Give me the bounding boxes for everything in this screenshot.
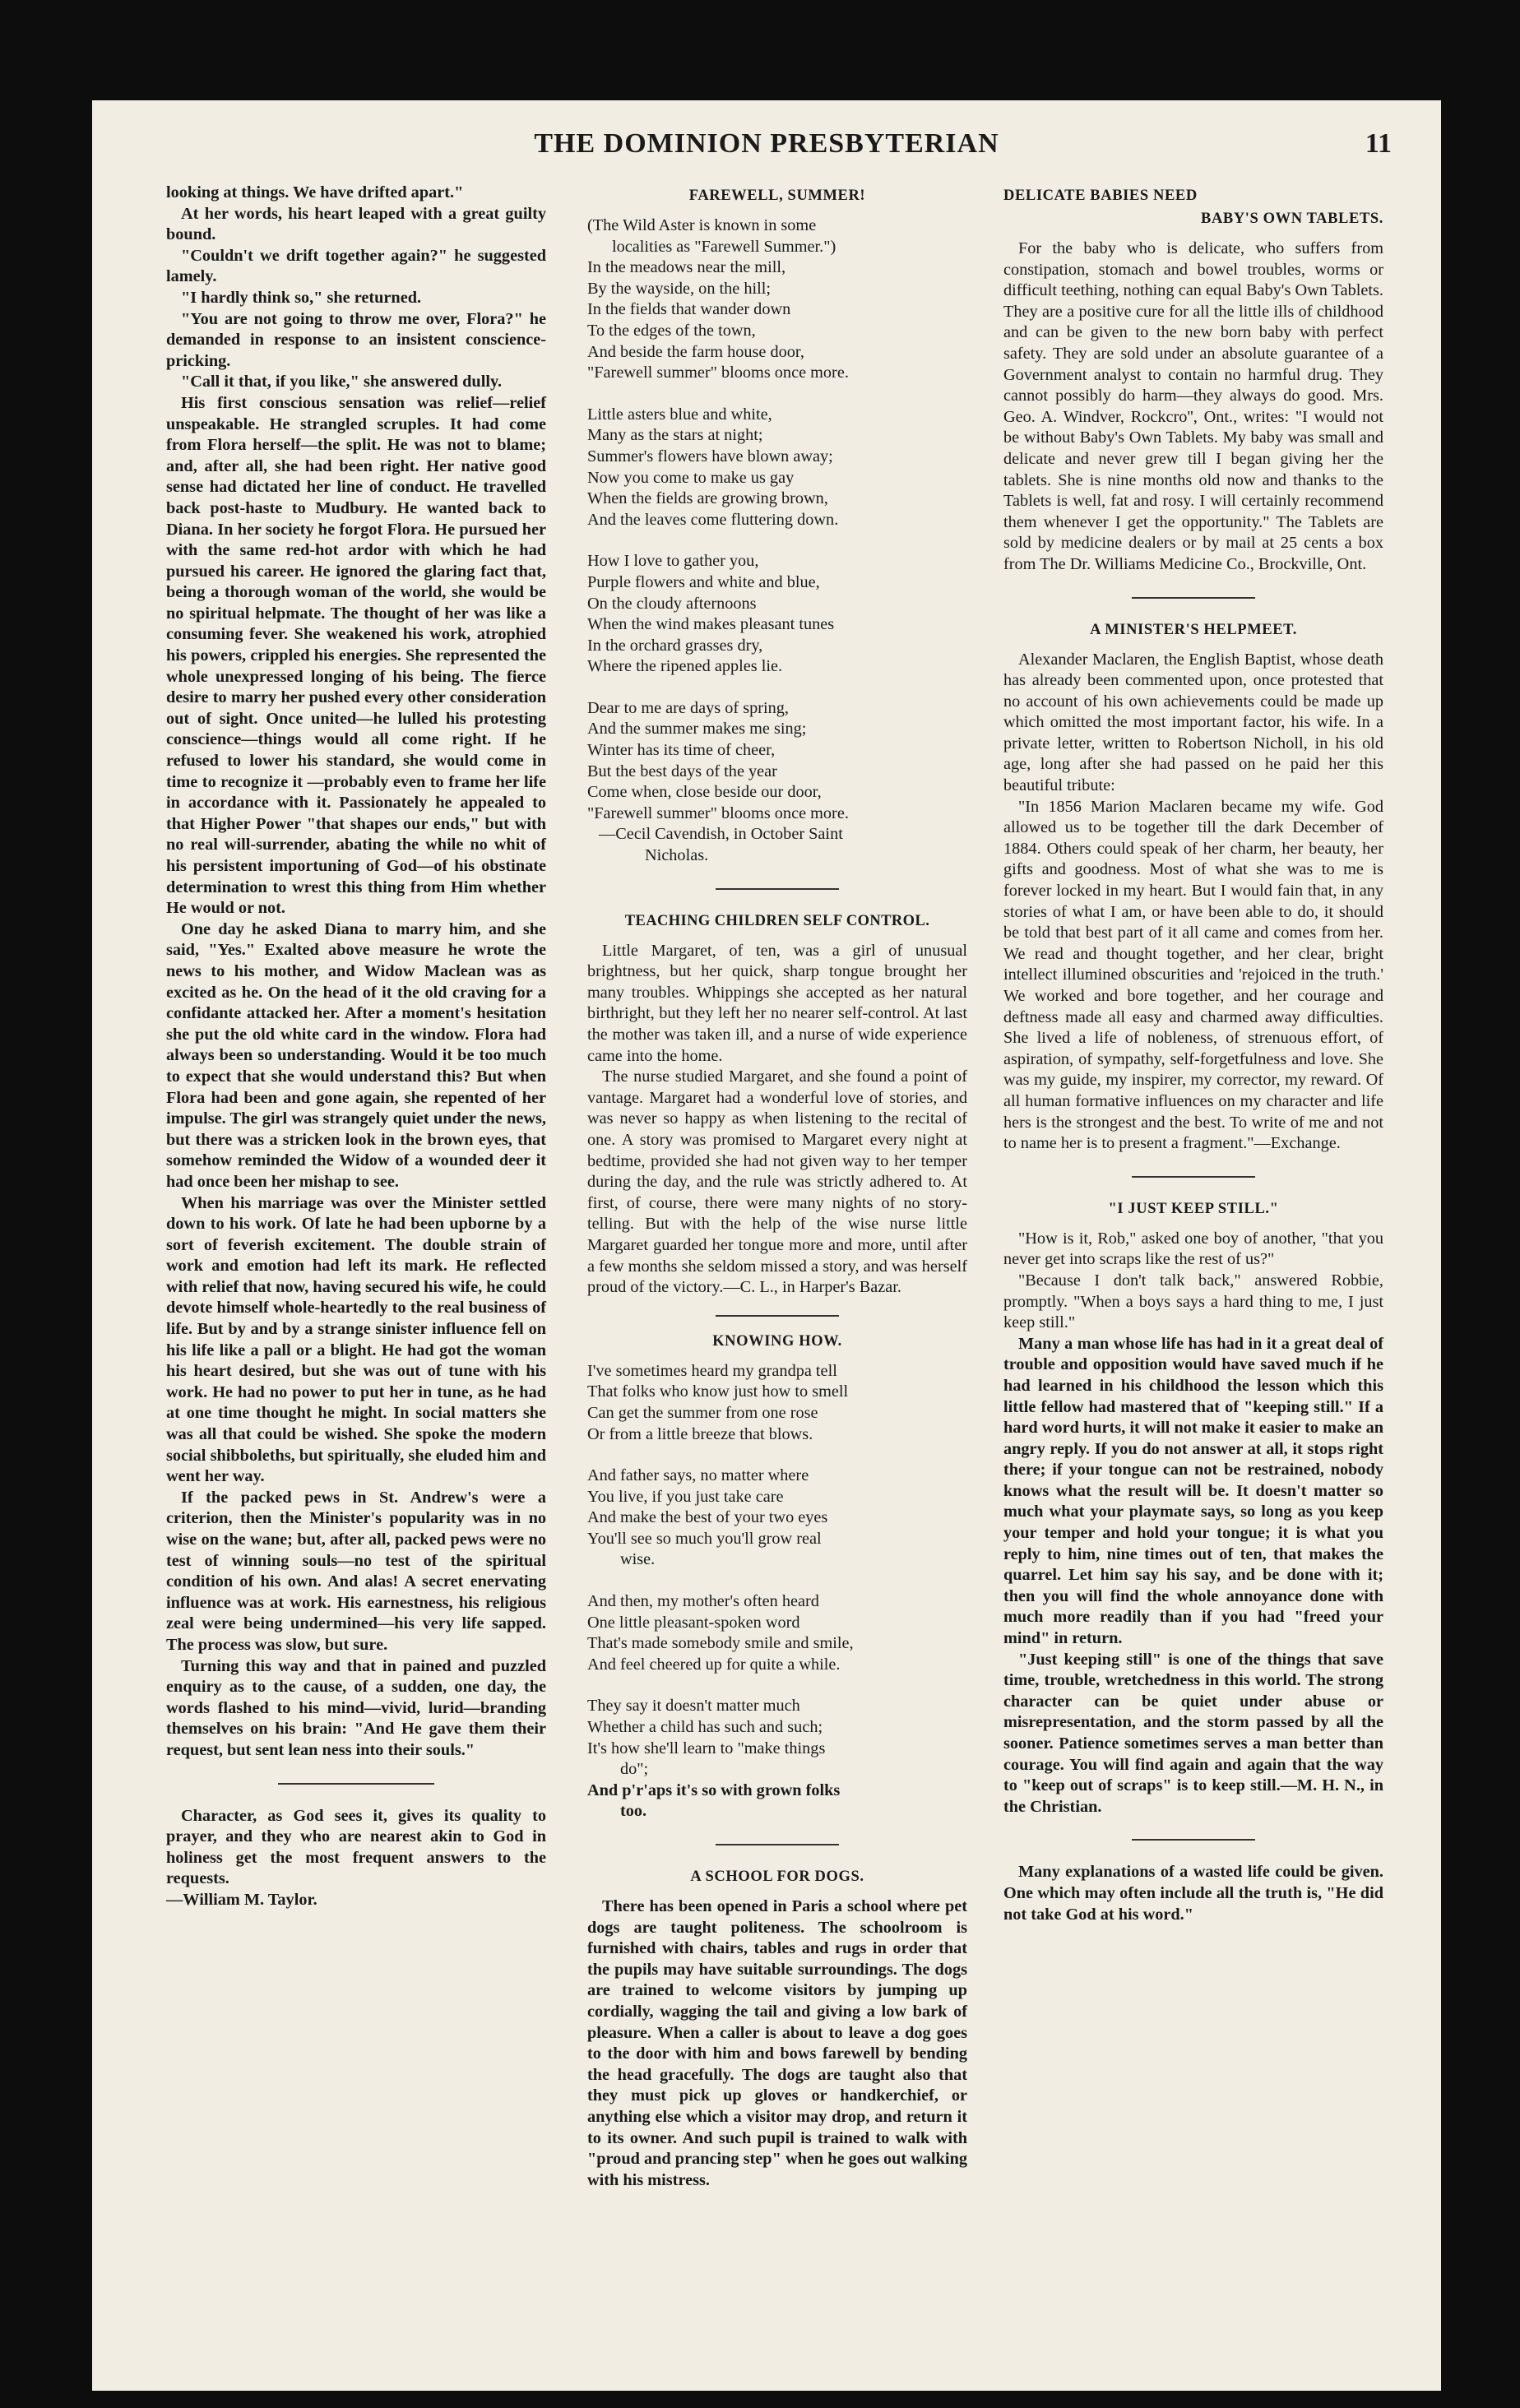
poem-line: That's made somebody smile and smile, [587,1634,854,1653]
poem-line: To the edges of the town, [587,321,756,340]
poem-intro-line: (The Wild Aster is known in some [587,216,817,234]
story-paragraph: Turning this way and that in pained and puzzled enquiry as to the cause, of a sudden, one day, the words flashed to his mind—vivid, lurid—branding themselves on his brain: "And He gave them their request, but sent lean ness into their souls." [166,1656,546,1759]
quote-credit: —William M. Taylor. [166,1890,317,1909]
knowing-how-heading: KNOWING HOW. [712,1332,842,1350]
poem-line: And feel cheered up for quite a while. [587,1655,841,1674]
poem-line: In the meadows near the mill, [587,258,786,277]
poem-line: And p'r'aps it's so with grown folks [587,1781,841,1799]
poem-line: That folks who know just how to smell [587,1382,849,1401]
poem-line: When the wind makes pleasant tunes [587,615,835,634]
poem-line: And the leaves come fluttering down. [587,510,839,529]
story-paragraph: At her words, his heart leaped with a great guilty bound. [166,204,546,244]
masthead-title: THE DOMINION PRESBYTERIAN [534,128,999,159]
story-paragraph: One day he asked Diana to marry him, and she said, "Yes." Exalted above measure he wrote the news to his mother, and Widow Maclean was as excited as he. On the head of it the old craving for a confidante attacked her. After a moment's hesitation she put the old white card in the window. Flora had always been so understanding. Would it be too much to expect that she would understand this? But when Flora had been and gone again, she repented of her impulse. The girl was strangely quiet under the news, but there was a stricken look in the brown eyes, that somehow reminded the Widow of a wounded deer it had once been her mishap to see. [166,919,546,1191]
poem-line: But the best days of the year [587,762,777,780]
poem-line: wise. [620,1550,656,1569]
section-divider [1132,1176,1255,1178]
poem-line: "Farewell summer" blooms once more. [587,803,849,822]
story-paragraph: "Couldn't we drift together again?" he suggested lamely. [166,246,546,286]
poem-credit: —Cecil Cavendish, in October Saint [599,825,843,844]
poem-line: Or from a little breeze that blows. [587,1424,813,1443]
advert-paragraph: For the baby who is delicate, who suffers from constipation, stomach and bowel troubles, worms or difficult teething, nothing can equal Baby's Own Tablets. They are a positive cure for all the little ills of childhood and can be given to the new born baby with perfect safety. They are sold under an absolute guarantee of a Government analyst to contain no harmful drug. They cannot possibly do harm—they always do good. Mrs. Geo. A. Windver, Rockcro'', Ont., writes: "I would not be without Baby's Own Tablets. My baby was small and delicate and never grew till I began giving her the tablets. She is nine months old now and thanks to the Tablets is well, fat and rosy. I will certainly recommend them whenever I get the opportunity." The Tablets are sold by medicine dealers or by mail at 25 cents a box from The Dr. Williams Medicine Co., Brockville, Ont. [1003,239,1383,573]
story-paragraph: looking at things. We have drifted apart." [166,183,464,201]
poem-line: On the cloudy afternoons [587,594,757,613]
article-paragraph: The nurse studied Margaret, and she found a point of vantage. Margaret had a wonderful love of stories, and was never so happy as when listening to the recital of one. A story was promised to Margaret every night at bedtime, provided she had not given way to her temper during the day, and the rule was strictly adhered to. At first, of course, there were many nights of no story-telling. But with the help of the wise nurse little Margaret guarded her tongue more and more, until after a few months she seldom missed a story, and was herself proud of the victory.—C. L., in Harper's Bazar. [587,1067,967,1297]
poem-credit: Nicholas. [645,846,709,865]
poem-line: Purple flowers and white and blue, [587,572,820,591]
page-header [92,128,1441,176]
poem-line: Now you come to make us gay [587,468,795,487]
article-paragraph: Many a man whose life has had in it a great deal of trouble and opposition would have saved much if he had learned in his childhood the lesson which this little fellow had mastered that of "keeping still." If a hard word hurts, it will not make it easier to make an angry reply. If you do not answer at all, it stops right there; if your tongue can not be restrained, nobody knows what the result will be. It doesn't matter so much what your playmate says, so long as you keep your temper and hold your tongue; it is what you reply to him, nine times out of ten, that makes the quarrel. Let him say his say, and be done with it; then you will find the whole annoyance done with much more readily than if you had "freed your mind" in return. [1003,1334,1383,1648]
story-paragraph: His first conscious sensation was relief—relief unspeakable. He strangled scruples. It had come from Flora herself—the split. He was not to blame; and, after all, she had been right. Her native good sense had dictated her line of conduct. He travelled back post-haste to Mudbury. He wanted back to Diana. In her society he forgot Flora. He pursued her with the same red-hot ardor with which he had pursued his career. He ignored the glaring fact that, being a thorough woman of the world, she would be no spiritual helpmate. The thought of her was like a consuming fever. She weakened his work, atrophied his powers, crippled his energies. She represented the whole unexpressed longing of his being. The fierce desire to marry her pushed every other consideration out of sight. Once united—he lulled his protesting conscience—things would all come right. If he refused to lower his standard, she would come in time to recognize it —probably even to frame her life in accordance with it. Passionately he appealed to that Higher Power "that shapes our ends," but with no real will-surrender, abating the while no whit of his persistent importuning of God—of his obstinate determination to wrest this thing from Him whether He would or not. [166,393,546,918]
section-divider [1132,597,1255,599]
teaching-children-heading: TEACHING CHILDREN SELF CONTROL. [624,912,930,929]
babies-heading: DELICATE BABIES NEED [1003,188,1198,204]
article-paragraph: "Because I don't talk back," answered Robbie, promptly. "When a boys says a hard thing to me, I just keep still." [1003,1271,1383,1332]
poem-line: You live, if you just take care [587,1487,784,1506]
section-divider [716,1315,839,1317]
story-paragraph: "I hardly think so," she returned. [181,288,422,307]
article-paragraph: "In 1856 Marion Maclaren became my wife. God allowed us to be together till the dark December of 1884. Others could speak of her charm, her beauty, her gifts and goodness. Most of what she was to me is forever locked in my heart. But I would fain that, in any stories of what I am, or have been able to do, it should be told that best part of it all came and comes from her. We read and thought together, and her clear, bright intellect illumined obscurities and 'rejoiced in the truth.' We worked and bore together, and her courage and deftness made all easy and charmed away difficulties. She lived a life of nobleness, of strenuous effort, of aspiration, of sympathy, self-forgetfulness and love. She was my guide, my inspirer, my corrector, my reward. Of all human formative influences on my character and life hers is the strongest and the best. To write of me and not to name her is to present a fragment."—Exchange. [1003,797,1383,1153]
poem-line: And then, my mother's often heard [587,1592,819,1611]
story-paragraph: "You are not going to throw me over, Flora?" he demanded in response to an insistent conscience-pricking. [166,309,546,370]
poem-line: And father says, no matter where [587,1466,809,1485]
column-middle [587,183,967,2191]
newspaper-page [92,100,1441,2391]
keep-still-heading: "I JUST KEEP STILL." [1108,1200,1279,1217]
poem-line: How I love to gather you, [587,552,759,571]
farewell-summer-heading: FAREWELL, SUMMER! [688,188,866,204]
section-divider [716,1844,839,1845]
column-left [166,183,546,1911]
poem-line: When the fields are growing brown, [587,489,828,508]
poem-line: And beside the farm house door, [587,342,804,361]
poem-line: One little pleasant-spoken word [587,1613,800,1632]
poem-line: Where the ripened apples lie. [587,657,783,676]
quote-text: Character, as God sees it, gives its quality to prayer, and they who are nearest akin to God in holiness get the most frequent answers to the requests. [166,1806,546,1888]
story-paragraph: If the packed pews in St. Andrew's were a criterion, then the Minister's popularity was in no wise on the wane; but, after all, packed pews were no test of winning souls—no test of the spiritual condition of his own. And alas! A secret enervating influence was at work. His earnestness, his religious zeal were being undermined—his very life sapped. The process was slow, but sure. [166,1488,546,1654]
article-paragraph: "Just keeping still" is one of the things that save time, trouble, wretchedness in this world. The strong character can be quiet under abuse or misrepresentation, and the storm passed by all the sooner. Patience sometimes serves a man better than courage. You will find again and again that the way to "keep out of scraps" is to keep still.—M. H. N., in the Christian. [1003,1650,1383,1816]
section-divider [1132,1839,1255,1841]
poem-line: do"; [620,1760,649,1779]
poem-line: Whether a child has such and such; [587,1718,823,1737]
section-divider [278,1783,434,1785]
knowing-how-poem [587,1361,967,1822]
poem-line: Winter has its time of cheer, [587,741,776,760]
poem-line: Can get the summer from one rose [587,1403,818,1422]
poem-line: You'll see so much you'll grow real [587,1529,822,1548]
article-paragraph: Alexander Maclaren, the English Baptist, whose death has already been commented upon, once protested that no account of his own achievements could be made up which omitted the most important factor, his wife. In a private letter, written to Robertson Nicholl, in his old age, long after she had passed on he paid her this beautiful tribute: [1003,650,1383,795]
article-paragraph: Little Margaret, of ten, was a girl of unusual brightness, but her quick, sharp tongue brought her many troubles. Whippings she accepted as her natural birthright, but they left her no nearer self-control. At last the mother was taken ill, and a nurse of wide experience came into the home. [587,941,967,1065]
page-number: 11 [1365,128,1392,159]
poem-line: And make the best of your two eyes [587,1508,828,1527]
farewell-summer-poem [587,215,967,867]
poem-line: Summer's flowers have blown away; [587,447,833,465]
poem-line: It's how she'll learn to "make things [587,1739,826,1757]
poem-line: In the fields that wander down [587,300,791,319]
school-for-dogs-heading: A SCHOOL FOR DOGS. [690,1869,864,1885]
section-divider [716,888,839,890]
poem-line: Little asters blue and white, [587,405,772,424]
babies-subheading: BABY'S OWN TABLETS. [1201,211,1383,227]
story-paragraph: When his marriage was over the Minister settled down to his work. Of late he had been upborne by a sort of feverish excitement. The double strain of work and emotion had left its mark. He reflected with relief that now, having secured his wife, he could devote himself whole-heartedly to the real business of life. But by and by a strange sinister influence fell on his life like a pall or a blight. He had got the woman his heart desired, but she was out of tune with his work. He had no power to put her in tune, as he had at one time thought he might. In social matters she was all that could be wished. She spoke the modern social shibboleths, but spiritually, she eluded him and went her way. [166,1193,546,1486]
poem-line: And the summer makes me sing; [587,720,807,739]
poem-line: I've sometimes heard my grandpa tell [587,1361,837,1380]
closing-note: Many explanations of a wasted life could be given. One which may often include all the truth is, "He did not take God at his word." [1003,1863,1383,1924]
helpmeet-heading: A MINISTER'S HELPMEET. [1090,621,1297,638]
poem-intro-line: localities as "Farewell Summer.") [612,237,836,256]
poem-line: Come when, close beside our door, [587,783,822,802]
poem-line: Many as the stars at night; [587,426,763,445]
poem-line: They say it doesn't matter much [587,1697,800,1716]
article-paragraph: There has been opened in Paris a school where pet dogs are taught politeness. The schoolroom is furnished with chairs, tables and rugs in order that the pupils may have suitable surroundings. The dogs are trained to welcome visitors by jumping up cordially, wagging the tail and giving a low bark of pleasure. When a caller is about to leave a dog goes to the door with him and bows farewell by bending the head gracefully. The dogs are taught also that they must pick up gloves or handkerchief, or anything else which a visitor may drop, and return it to its owner. And such pupil is trained to walk with "proud and prancing step" when he goes out walking with his mistress. [587,1897,967,2189]
poem-line: By the wayside, on the hill; [587,279,772,298]
story-paragraph: "Call it that, if you like," she answered dully. [181,373,503,391]
poem-line: "Farewell summer" blooms once more. [587,364,849,382]
column-right [1003,183,1383,1925]
poem-line: In the orchard grasses dry, [587,636,763,655]
article-paragraph: "How is it, Rob," asked one boy of another, "that you never get into scraps like the rest of us?" [1003,1229,1383,1269]
poem-line: too. [620,1802,647,1821]
poem-line: Dear to me are days of spring, [587,698,789,717]
